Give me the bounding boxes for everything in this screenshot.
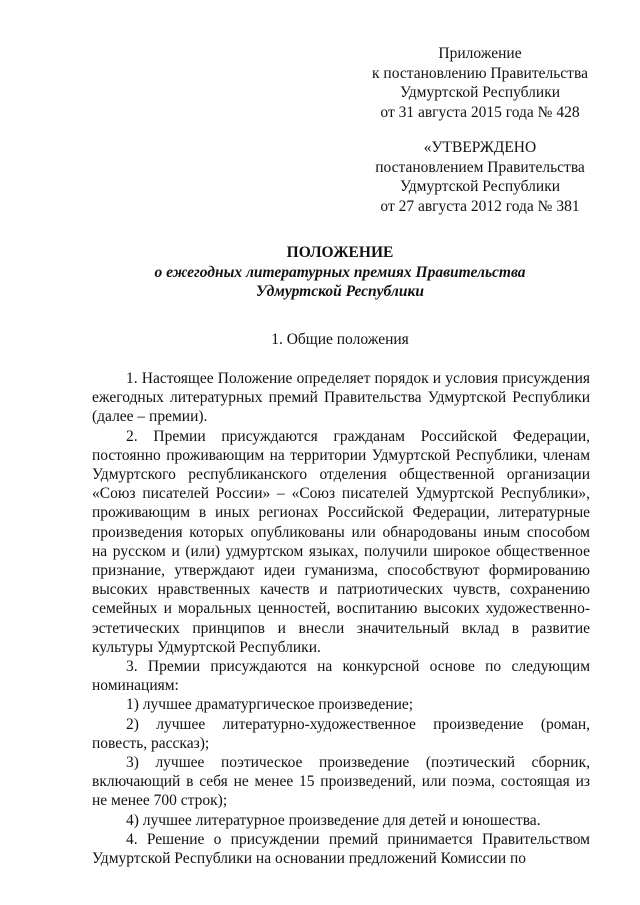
document-body [92, 369, 590, 868]
title-subtitle-line2: Удмуртской Республики [256, 283, 424, 300]
list-item-2: 2) лучшее литературно-художественное произведение (роман, повесть, рассказ); [92, 715, 590, 752]
approval-line: от 27 августа 2012 года № 381 [380, 197, 580, 215]
approval-stamp-block [350, 138, 610, 216]
paragraph-3: 3. Премии присуждаются на конкурсной основе по следующим номинациям: [92, 658, 590, 695]
document-title [90, 243, 590, 302]
paragraph-4: 4. Решение о присуждении премий принимается Правительством Удмуртской Республики на основании предложений Комиссии по [92, 830, 590, 868]
appendix-line: Приложение [438, 45, 522, 62]
list-item-4: 4) лучшее литературное произведение для детей и юношества. [126, 811, 541, 829]
approval-line: постановлением Правительства [375, 158, 585, 176]
appendix-line: Удмуртской Республики [399, 84, 561, 101]
title-subtitle-line1: о ежегодных литературных премиях Правительства [154, 263, 526, 281]
appendix-line: к постановлению Правительства [372, 64, 588, 82]
list-item-1: 1) лучшее драматургическое произведение; [126, 696, 414, 714]
section-heading: 1. Общие положения [271, 331, 409, 348]
paragraph-1: 1. Настоящее Положение определяет порядок и условия присуждения ежегодных литературных премий Правительства Удмуртской Республики (далее – премии). [92, 370, 590, 426]
paragraph-2: 2. Премии присуждаются гражданам Российской Федерации, постоянно проживающим на территории Удмуртской Республики, членам Удмуртского республиканского отделения общественной организации «Союз писателей России» – «Союз писателей Удмуртской Республики», проживающим в иных регионах Российской Федерации, литературные произведения которых опубликованы или обнародованы иным способом на русском и (или) удмуртском языках, получили широкое общественное признание, утверждают идеи гуманизма, способствуют формированию высоких нравственных качеств и патриотических чувств, сохранению семейных и моральных ценностей, воспитанию высоких художественно-эстетических принципов и внесли значительный вклад в развитие культуры Удмуртской Республики. [92, 427, 590, 656]
appendix-line: от 31 августа 2015 года № 428 [380, 103, 580, 121]
approval-line: Удмуртской Республики [399, 178, 561, 195]
appendix-block [350, 44, 610, 122]
list-item-3: 3) лучшее поэтическое произведение (поэтический сборник, включающий в себя не менее 15 произведений, или поэма, состоящая из не менее 700 строк); [92, 754, 590, 810]
title-main: ПОЛОЖЕНИЕ [286, 244, 394, 261]
approval-line: «УТВЕРЖДЕНО [423, 139, 537, 156]
